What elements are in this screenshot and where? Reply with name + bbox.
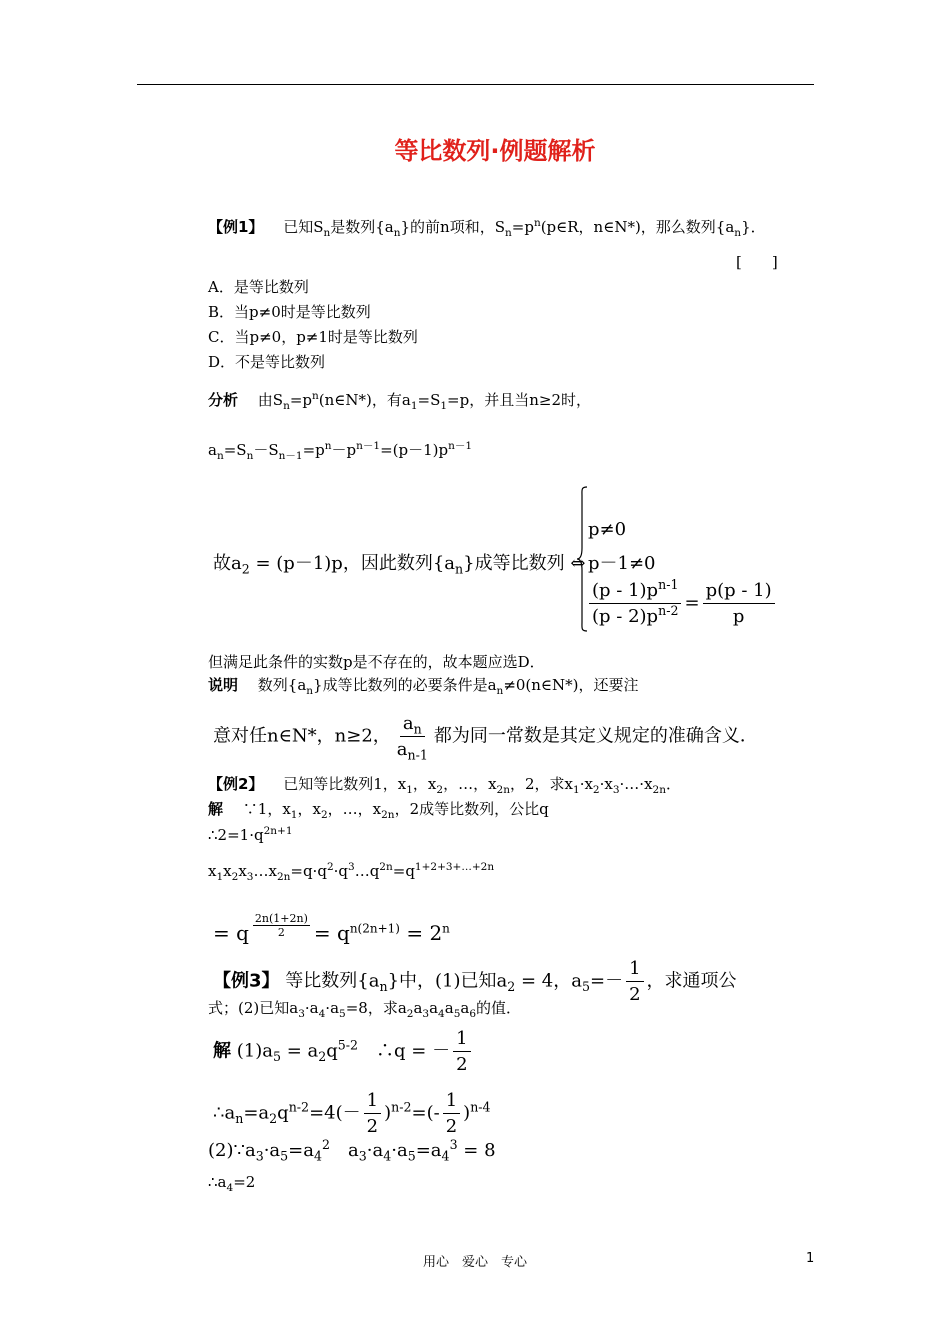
example-1-stem: 【例1】 已知$S_n$是数列$\{a_n\}$的前n项和，$S_n=p^n(p\in R$，n∈N*)，那么数列$\{a_n\}$． [208, 217, 766, 239]
example-2-solution-line-2: $\therefore 2=1\cdot q^{2n+1}$ [208, 825, 293, 844]
footer-motto: 用心 爱心 专心 [422, 1255, 527, 1270]
page-title: 等比数列·例题解析 [394, 137, 596, 165]
example-2-stem: 【例2】 已知等比数列1，$x_1$，$x_2$，…，$x_{2n}$，2，求$x_1\cdot x_2\cdot x_3\cdot\dots\cdot x_{2n}$． [208, 775, 681, 796]
analysis-line-2: $a_n=S_n-S_{n-1}=p^n-p^{n-1}=(p-1)p^{n-1}$ [208, 440, 473, 462]
example-1-label: 【例1】 [208, 218, 264, 236]
note-line-2: 意对任n∈N*，n≥2， $\frac{a_n}{a_{n-1}}$ 都为同一常数是其定义规定的准确含义． [213, 713, 758, 763]
note-label: 说明 [208, 676, 239, 694]
example-2-solution-line-3: $x_1x_2x_3\dots x_{2n}=q\cdot q^2\cdot q^3\dots q^{2n}=q^{1+2+3+\dots+2n}$ [208, 861, 495, 883]
answer-bracket: [ ] [736, 253, 778, 271]
example-2-solution-line-4: = q $\frac{2n(1+2n)}{2}$ = $q^{n(2n+1)} = 2^n$ [213, 912, 450, 945]
example-3-stem: 【例3】 等比数列$\{a_n\}$中，(1)已知$a_2 = 4$，$a_5=-$ $\frac{1}{2}$ ，求通项公 [213, 958, 737, 1005]
system-condition-1: p≠0 [588, 519, 627, 540]
solution-label-3: 解 [213, 1040, 231, 1062]
analysis-label: 分析 [208, 391, 239, 409]
example-3-solution-line-1: 解 $(1)a_5 = a_2q^{5-2}$ ∴q = － $\frac{1}{2}$ [213, 1028, 474, 1075]
option-d: D．不是等比数列 [208, 353, 326, 371]
example-3-stem-2: 式；(2)已知$a_3\cdot a_4\cdot a_5=8$，求$a_2a_3a_4a_5a_6$的值． [208, 999, 522, 1020]
analysis-line-3: 故$a_2 = (p-1)p$，因此数列$\{a_n\}$成等比数列 ⇔ [213, 553, 586, 577]
system-condition-2: p－1≠0 [588, 553, 656, 574]
example-3-solution-line-4: $\therefore a_4=2$ [208, 1173, 256, 1194]
conclusion: 但满足此条件的实数p是不存在的，故本题应选D． [208, 653, 545, 671]
option-a: A．是等比数列 [208, 278, 309, 296]
example-3-solution-line-3: $(2)\because a_3\cdot a_5=a_4^2$ $a_3\cdot a_4\cdot a_5=a_4^3 = 8$ [208, 1137, 496, 1164]
system-condition-3: $\frac{(p - 1)p^{n-1}}{(p - 2)p^{n-2}}$ = $\frac{p(p - 1)}{p}$ [586, 580, 778, 627]
example-3-solution-line-2: $\therefore a_n=a_2q^{n-2}=4(-$ $\frac{1}{2}$ )$^{n-2}$=(- $\frac{1}{2}$ )$^{n-4}$ [213, 1090, 491, 1137]
example-3-label: 【例3】 [213, 970, 280, 992]
header-rule [137, 84, 814, 85]
example-2-label: 【例2】 [208, 775, 264, 793]
note-line-1: 说明 数列$\{a_n\}$成等比数列的必要条件是$a_n\ne 0(n\in N*)$，还要注 [208, 676, 639, 697]
solution-label-2: 解 [208, 800, 224, 818]
example-2-solution-line-1: 解 ∵1，$x_1$，$x_2$，…，$x_{2n}$，2成等比数列，公比q [208, 800, 549, 821]
page-number: 1 [806, 1251, 815, 1266]
option-b: B．当p≠0时是等比数列 [208, 303, 371, 321]
analysis-line-1: 分析 由$S_n=p^n(n\in N*)$，有$a_1=S_1=p$，并且当n≥2时， [208, 390, 591, 412]
option-c: C．当p≠0，p≠1时是等比数列 [208, 328, 418, 346]
